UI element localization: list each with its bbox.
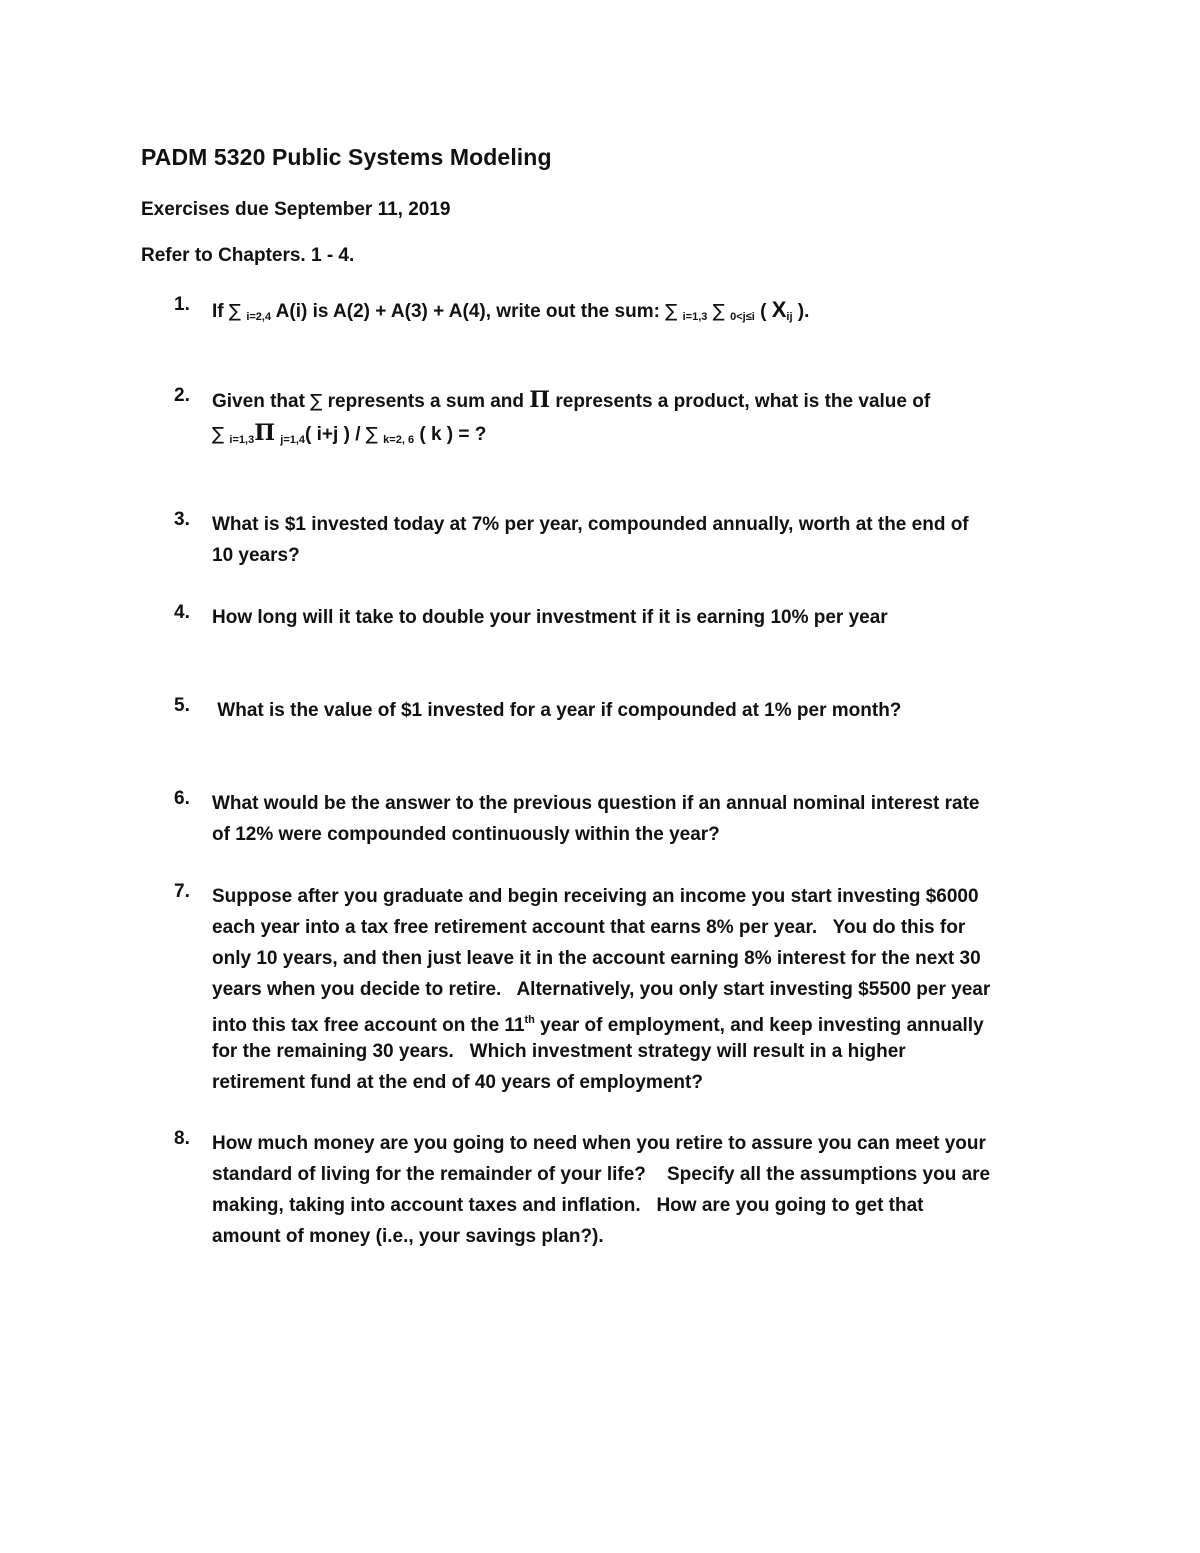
question-number: 8. xyxy=(174,1128,190,1149)
question-text-line: standard of living for the remainder of your life? Specify all the assumptions you are xyxy=(212,1164,991,1185)
q7-text-a: into this tax free account on the 11 xyxy=(212,1015,525,1036)
question-2-line-2 xyxy=(212,418,1064,449)
question-2-line-1 xyxy=(212,385,1064,416)
question-1 xyxy=(174,294,1064,325)
document-title: PADM 5320 Public Systems Modeling xyxy=(141,144,552,170)
q1-subscript-x: ij xyxy=(786,311,793,323)
question-7 xyxy=(174,881,1064,1098)
question-text-line: amount of money (i.e., your savings plan?). xyxy=(212,1226,604,1247)
question-number: 4. xyxy=(174,602,190,623)
question-text-line: only 10 years, and then just leave it in the account earning 8% interest for the next 30 xyxy=(212,948,981,969)
q1-subscript-3: 0<j≤i xyxy=(730,311,755,323)
chapter-reference: Refer to Chapters. 1 - 4. xyxy=(141,245,355,266)
question-text-line: of 12% were compounded continuously within the year? xyxy=(212,824,720,845)
question-text-line: years when you decide to retire. Alternatively, you only start investing $5500 per year xyxy=(212,979,991,1000)
sum-symbol: ∑ xyxy=(665,301,678,322)
question-text-line: retirement fund at the end of 40 years of employment? xyxy=(212,1072,703,1093)
sum-symbol: ∑ xyxy=(212,424,225,445)
q2-text-e: ( k ) = ? xyxy=(414,424,487,445)
q1-text-a: If xyxy=(212,301,229,322)
sum-symbol: ∑ xyxy=(228,301,242,322)
question-4 xyxy=(174,602,1064,633)
question-8 xyxy=(174,1128,1064,1252)
question-text-line: making, taking into account taxes and inflation. How are you going to get that xyxy=(212,1195,924,1216)
q2-subscript-2: j=1,4 xyxy=(280,434,306,446)
q2-text-d: ( i+j ) / xyxy=(305,424,366,445)
q7-text-b: year of employment, and keep investing annually xyxy=(534,1015,984,1036)
q1-subscript-1: i=2,4 xyxy=(246,311,272,323)
question-text-line: for the remaining 30 years. Which investment strategy will result in a higher xyxy=(212,1041,906,1062)
question-text-line: 10 years? xyxy=(212,545,300,566)
q2-text-b: represents a sum and xyxy=(322,391,530,412)
question-text-line: How long will it take to double your investment if it is earning 10% per year xyxy=(212,607,888,628)
sum-symbol: ∑ xyxy=(712,301,725,322)
question-5 xyxy=(174,695,1064,726)
q2-subscript-1: i=1,3 xyxy=(229,434,255,446)
q2-text-c: represents a product, what is the value of xyxy=(550,391,931,412)
question-number: 6. xyxy=(174,788,190,809)
q7-superscript: th xyxy=(524,1014,535,1026)
question-2 xyxy=(174,385,1064,449)
question-6 xyxy=(174,788,1064,850)
question-text-line xyxy=(212,1005,1064,1036)
q1-text-d: ). xyxy=(792,301,810,322)
question-text-line: What is the value of $1 invested for a year if compounded at 1% per month? xyxy=(212,700,902,721)
question-text-line: How much money are you going to need when you retire to assure you can meet your xyxy=(212,1133,986,1154)
question-text-line: each year into a tax free retirement account that earns 8% per year. You do this for xyxy=(212,917,966,938)
question-number: 3. xyxy=(174,509,190,530)
question-text-line: What is $1 invested today at 7% per year, compounded annually, worth at the end of xyxy=(212,514,969,535)
question-1-line xyxy=(212,294,1064,325)
q2-text-a: Given that xyxy=(212,391,311,412)
question-number: 5. xyxy=(174,695,190,716)
q2-subscript-3: k=2, 6 xyxy=(383,434,415,446)
q1-text-c: ( xyxy=(754,301,772,322)
q1-text-b: A(i) is A(2) + A(3) + A(4), write out the sum: xyxy=(271,301,666,322)
product-symbol: Π xyxy=(254,420,275,446)
question-text-line: Suppose after you graduate and begin receiving an income you start investing $6000 xyxy=(212,886,979,907)
question-3 xyxy=(174,509,1064,571)
question-number: 1. xyxy=(174,294,190,315)
question-number: 7. xyxy=(174,881,190,902)
sum-symbol: ∑ xyxy=(365,424,378,445)
q1-variable-x: X xyxy=(771,297,787,322)
sum-symbol: ∑ xyxy=(310,391,323,412)
question-number: 2. xyxy=(174,385,190,406)
product-symbol: Π xyxy=(529,387,551,413)
due-date-line: Exercises due September 11, 2019 xyxy=(141,199,451,220)
question-text-line: What would be the answer to the previous question if an annual nominal interest rate xyxy=(212,793,980,814)
q1-subscript-2: i=1,3 xyxy=(682,311,708,323)
